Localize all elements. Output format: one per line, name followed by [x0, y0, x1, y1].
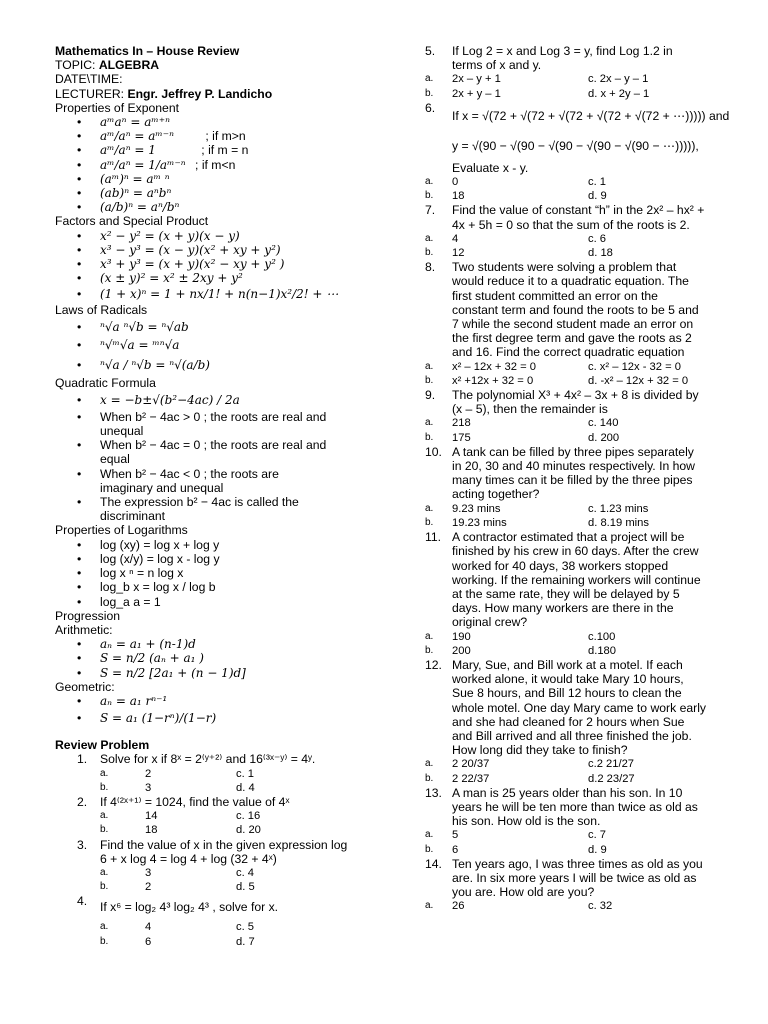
answer-choice: d. 7 [236, 935, 255, 948]
problem-number: 4. [77, 894, 88, 909]
problem-text: the first degree term and gave the roots as 2 [452, 331, 692, 346]
choice-grid [425, 828, 725, 856]
choice-value: 5 [452, 829, 459, 842]
right-problem-list [425, 44, 730, 914]
problem-text: first student committed an error on the [452, 288, 658, 303]
choice-letter: b. [100, 781, 109, 793]
choice-grid [425, 232, 725, 260]
choice-value: 200 [452, 644, 471, 657]
answer-choice: d. 200 [588, 431, 620, 444]
problem-question [425, 857, 725, 900]
problem-text: would reduce it to a quadratic equation. The [452, 274, 689, 289]
discriminant-rule: • When b² − 4ac > 0 ; the roots are real and unequal [55, 410, 330, 438]
choice-letter: b. [425, 247, 434, 259]
answer-choice [100, 781, 236, 795]
problem-text: finished by his crew in 60 days. After the crew [452, 544, 699, 559]
choice-letter: b. [425, 431, 434, 443]
answer-choice: c. 1 [236, 767, 255, 780]
choice-value: 19.23 mins [452, 516, 507, 529]
answer-choice: c. 6 [588, 232, 607, 245]
choice-letter: b. [425, 87, 434, 99]
left-problem-list [55, 752, 415, 948]
problem-number: 6. [425, 100, 436, 115]
choice-value: 18 [452, 190, 465, 203]
problem [55, 894, 415, 948]
answer-choice [100, 866, 236, 880]
problem-text: A tank can be filled by three pipes separately [452, 444, 694, 459]
problem-text: original crew? [452, 615, 528, 630]
choice-letter: b. [425, 843, 434, 855]
arithmetic-rule: • S = n/2 [2a₁ + (n − 1)d] [55, 666, 415, 680]
quadratic-formula: • x = −b±√(b²−4ac) / 2a [55, 390, 415, 410]
problem [425, 786, 725, 857]
problem-text: in 20, 30 and 40 minutes respectively. In how [452, 459, 695, 474]
answer-choice [425, 630, 561, 644]
factor-rule: • x² − y² = (x + y)(x − y) [55, 229, 415, 243]
choice-grid [55, 920, 415, 948]
exponent-rule: • aᵐaⁿ = aᵐ⁺ⁿ [55, 115, 415, 129]
choice-letter: b. [425, 374, 434, 386]
answer-choice [100, 809, 236, 823]
choice-grid [425, 899, 725, 913]
geometric-rule: • aₙ = a₁ rⁿ⁻¹ [55, 694, 415, 708]
answer-choice [425, 843, 561, 857]
radicals-list [55, 318, 415, 376]
problem-text: constant term and found the roots to be 5 and [452, 302, 699, 317]
problem-text: and Bill arrived and all three finished the job. [452, 728, 692, 743]
problem-text: 4x + 5h = 0 so that the sum of the roots is 2. [452, 217, 690, 232]
choice-letter: a. [100, 767, 109, 779]
problem-text: days. How many workers are there in the [452, 601, 674, 616]
choice-value: 14 [145, 810, 158, 823]
choice-letter: a. [425, 73, 434, 85]
choice-letter: b. [100, 824, 109, 836]
problem-text: acting together? [452, 487, 540, 502]
choice-value: 6 [145, 935, 152, 948]
problem-text: and 16. Find the correct quadratic equation [452, 345, 685, 360]
problem [425, 530, 725, 658]
answer-choice [425, 516, 561, 530]
log-rule: • log_b x = log x / log b [55, 580, 415, 594]
choice-value: 2x – y + 1 [452, 73, 501, 86]
choice-value: 0 [452, 176, 459, 189]
arithmetic-rule: • aₙ = a₁ + (n-1)d [55, 637, 415, 651]
log-rule: • log (xy) = log x + log y [55, 538, 415, 552]
problem-question [55, 838, 415, 866]
answer-choice: c. 7 [588, 829, 607, 842]
problem-question [425, 658, 725, 757]
problem-text: working. If the remaining workers will continue [452, 572, 701, 587]
problem-number: 2. [77, 794, 88, 809]
choice-value: 2 20/37 [452, 758, 490, 771]
choice-letter: b. [425, 190, 434, 202]
problem-text: worked alone, it would take Mary 10 hours, [452, 672, 684, 687]
discriminant-rule: • When b² − 4ac = 0 ; the roots are real and equal [55, 438, 330, 466]
exponent-rule: • (ab)ⁿ = aⁿbⁿ [55, 186, 415, 200]
problem-text: you are. How old are you? [452, 885, 595, 900]
problem-text: Find the value of x in the given expression log [100, 837, 348, 852]
problem-text: (x – 5), then the remainder is [452, 402, 608, 417]
exponent-rule: • (a/b)ⁿ = aⁿ/bⁿ [55, 200, 415, 214]
problem [425, 203, 725, 260]
problem [55, 838, 415, 895]
discriminant-rule: • When b² − 4ac < 0 ; the roots are imaginary and unequal [55, 467, 330, 495]
problem [425, 658, 725, 786]
answer-choice: c. 16 [236, 810, 261, 823]
problem-text: and she had cleaned for 2 hours when Sue [452, 714, 685, 729]
geometric-rule: • S = a₁ (1−rⁿ)/(1−r) [55, 708, 415, 728]
answer-choice [425, 374, 561, 388]
problem-text: y = √(90 − √(90 − √(90 − √(90 − √(90 − ⋯))))), [452, 138, 699, 153]
review-heading: Review Problem [55, 738, 150, 753]
problem-text: If 4⁽²ˣ⁺¹⁾ = 1024, find the value of 4ˣ [100, 794, 290, 809]
answer-choice: d. 9 [588, 843, 607, 856]
log-rule: • log_a a = 1 [55, 595, 415, 609]
choice-value: 2 [145, 767, 152, 780]
problem [425, 260, 725, 388]
radical-rule: • ⁿ√ᵐ√a = ᵐⁿ√a [55, 336, 415, 354]
problem [55, 795, 415, 838]
answer-choice: c. 5 [236, 921, 255, 934]
exponent-rule: • aᵐ/aⁿ = 1 ; if m = n [55, 143, 415, 157]
geometric-list [55, 694, 415, 728]
problem-question [425, 388, 725, 416]
choice-letter: b. [425, 644, 434, 656]
quadratic-list [55, 390, 415, 524]
exponent-rule: • aᵐ/aⁿ = 1/aᵐ⁻ⁿ ; if m<n [55, 158, 415, 172]
logs-list [55, 538, 415, 609]
choice-letter: b. [100, 935, 109, 947]
answer-choice [425, 772, 561, 786]
answer-choice [100, 767, 236, 781]
answer-choice: d. 5 [236, 881, 255, 894]
problem [425, 857, 725, 914]
answer-choice: c. x² – 12x - 32 = 0 [588, 360, 681, 373]
document-title: Mathematics In – House Review [55, 44, 240, 58]
answer-choice: c. 1.23 mins [588, 502, 649, 515]
problem-text: How long did they take to finish? [452, 743, 628, 758]
progression-heading: Progression [55, 608, 121, 623]
problem-text: If Log 2 = x and Log 3 = y, find Log 1.2 in [452, 44, 673, 58]
choice-letter: a. [425, 829, 434, 841]
choice-letter: b. [100, 881, 109, 893]
right-column [425, 44, 730, 914]
problem-question [425, 260, 725, 359]
radical-rule: • ⁿ√a / ⁿ√b = ⁿ√(a/b) [55, 354, 415, 376]
problem-question [425, 44, 725, 72]
problem-text: at the same rate, they will be delayed by 5 [452, 586, 680, 601]
factor-rule: • (1 + x)ⁿ = 1 + nx/1! + n(n−1)x²/2! + ⋯ [55, 285, 415, 303]
answer-choice [425, 502, 561, 516]
discriminant-rule: • The expression b² − 4ac is called the discriminant [55, 495, 330, 523]
problem-text: If x⁶ = log₂ 4³ log₂ 4³ , solve for x. [100, 900, 279, 915]
answer-choice [100, 935, 236, 949]
answer-choice: d. -x² – 12x + 32 = 0 [588, 374, 689, 387]
factor-rule: • x³ + y³ = (x + y)(x² − xy + y² ) [55, 257, 415, 271]
problem-text: Solve for x if 8ˣ = 2⁽ʸ⁺²⁾ and 16⁽³ˣ⁻ʸ⁾ = 4ʸ. [100, 752, 316, 767]
choice-value: 218 [452, 417, 471, 430]
answer-choice [425, 72, 561, 86]
choice-grid [425, 416, 725, 444]
exponent-list [55, 115, 415, 214]
answer-choice: d. 8.19 mins [588, 516, 649, 529]
problem [425, 44, 725, 101]
exponent-heading: Properties of Exponent [55, 100, 179, 115]
choice-letter: b. [425, 516, 434, 528]
choice-letter: a. [425, 630, 434, 642]
choice-value: 190 [452, 630, 471, 643]
problem-text: Find the value of constant “h” in the 2x² – hx² + [452, 203, 705, 218]
factor-rule: • x³ − y³ = (x − y)(x² + xy + y²) [55, 243, 415, 257]
left-column [55, 44, 415, 949]
answer-choice: c. 140 [588, 417, 619, 430]
choice-value: 12 [452, 247, 465, 260]
log-rule: • log (x/y) = log x - log y [55, 552, 415, 566]
factors-heading: Factors and Special Product [55, 214, 209, 229]
answer-choice: c. 2x – y – 1 [588, 73, 649, 86]
problem-text: are. In six more years I will be twice as old as [452, 870, 697, 885]
datetime-line: DATE\TIME: [55, 72, 123, 87]
choice-value: 175 [452, 431, 471, 444]
choice-grid [425, 630, 725, 658]
arithmetic-rule: • S = n/2 (aₙ + a₁ ) [55, 651, 415, 665]
exponent-rule: • aᵐ/aⁿ = aᵐ⁻ⁿ ; if m>n [55, 129, 415, 143]
answer-choice: c. 32 [588, 900, 613, 913]
problem-number: 11. [425, 530, 442, 545]
choice-grid [425, 175, 725, 203]
problem-text: If x = √(72 + √(72 + √(72 + √(72 + √(72 + ⋯))))) and [452, 108, 730, 123]
lecturer-line: LECTURER: Engr. Jeffrey P. Landicho [55, 86, 273, 101]
choice-grid [55, 866, 415, 894]
problem-number: 7. [425, 203, 436, 218]
choice-letter: a. [425, 417, 434, 429]
answer-choice [425, 175, 561, 189]
answer-choice [425, 87, 561, 101]
exponent-rule: • (aᵐ)ⁿ = aᵐ ⁿ [55, 172, 415, 186]
answer-choice: c. 4 [236, 866, 255, 879]
answer-choice [425, 360, 561, 374]
answer-choice: d. 4 [236, 781, 255, 794]
choice-value: 3 [145, 781, 152, 794]
answer-choice [100, 920, 236, 934]
problem-text: Two students were solving a problem that [452, 260, 677, 275]
quadratic-heading: Quadratic Formula [55, 375, 156, 390]
answer-choice [425, 416, 561, 430]
problem-number: 9. [425, 388, 436, 403]
answer-choice [425, 644, 561, 658]
problem [425, 445, 725, 530]
choice-grid [425, 72, 725, 100]
problem-question [425, 100, 730, 175]
problem-number: 5. [425, 44, 436, 58]
choice-value: 2x + y – 1 [452, 87, 501, 100]
choice-grid [425, 360, 725, 388]
topic: ALGEBRA [98, 58, 160, 73]
problem-number: 12. [425, 657, 442, 672]
choice-grid [425, 757, 725, 785]
problem [425, 388, 725, 445]
radicals-heading: Laws of Radicals [55, 303, 148, 318]
choice-letter: a. [425, 758, 434, 770]
logs-heading: Properties of Logarithms [55, 523, 188, 538]
problem-question [425, 530, 725, 629]
factors-list [55, 229, 415, 304]
choice-value: 2 22/37 [452, 772, 490, 785]
choice-value: 4 [145, 921, 152, 934]
problem-number: 1. [77, 752, 88, 767]
choice-value: x² – 12x + 32 = 0 [452, 360, 536, 373]
radical-rule: • ⁿ√a ⁿ√b = ⁿ√ab [55, 318, 415, 336]
problem-question [55, 752, 415, 766]
answer-choice: d. 9 [588, 190, 607, 203]
problem-text: many times can it be filled by the three pipes [452, 473, 693, 488]
problem-text: Mary, Sue, and Bill work at a motel. If each [452, 657, 683, 672]
problem-text: terms of x and y. [452, 58, 542, 73]
lecturer: Engr. Jeffrey P. Landicho [127, 86, 273, 101]
choice-grid [55, 809, 415, 837]
choice-letter: a. [100, 810, 109, 822]
problem-text: The polynomial X³ + 4x² – 3x + 8 is divided by [452, 388, 699, 403]
choice-letter: b. [425, 772, 434, 784]
problem-number: 3. [77, 837, 88, 852]
answer-choice: c. 1 [588, 176, 607, 189]
arithmetic-label: Arithmetic: [55, 622, 113, 637]
problem-question [55, 795, 415, 809]
choice-value: 9.23 mins [452, 502, 501, 515]
choice-letter: a. [425, 232, 434, 244]
problem-text: years he will be ten more than twice as old as [452, 799, 698, 814]
answer-choice: d. 18 [588, 247, 613, 260]
choice-grid [55, 767, 415, 795]
choice-value: 6 [452, 843, 459, 856]
choice-value: x² +12x + 32 = 0 [452, 374, 534, 387]
answer-choice [425, 899, 561, 913]
problem-text: A man is 25 years older than his son. In 10 [452, 785, 683, 800]
answer-choice: d.2 23/27 [588, 772, 635, 785]
problem-number: 8. [425, 260, 436, 275]
problem-text: Sue 8 hours, and Bill 12 hours to clean the [452, 686, 682, 701]
answer-choice: c.100 [588, 630, 616, 643]
problem [425, 100, 730, 204]
problem-question [55, 894, 415, 920]
problem-text: A contractor estimated that a project will be [452, 530, 685, 545]
answer-choice [100, 823, 236, 837]
problem-text: worked for 40 days, 38 workers stopped [452, 558, 669, 573]
choice-value: 26 [452, 900, 465, 913]
answer-choice [425, 431, 561, 445]
choice-value: 3 [145, 866, 152, 879]
problem-text: Ten years ago, I was three times as old as you [452, 856, 703, 871]
answer-choice: c.2 21/27 [588, 758, 635, 771]
problem-question [425, 786, 725, 829]
choice-letter: a. [425, 176, 434, 188]
choice-letter: a. [425, 900, 434, 912]
answer-choice [425, 757, 561, 771]
problem-number: 10. [425, 444, 442, 459]
choice-letter: a. [100, 866, 109, 878]
problem [55, 752, 415, 795]
choice-letter: a. [100, 921, 109, 933]
answer-choice: d. 20 [236, 824, 261, 837]
choice-letter: a. [425, 360, 434, 372]
factor-rule: • (x ± y)² = x² ± 2xy + y² [55, 271, 415, 285]
problem-text: whole motel. One day Mary came to work early [452, 700, 707, 715]
choice-value: 2 [145, 881, 152, 894]
choice-grid [425, 502, 725, 530]
answer-choice [425, 232, 561, 246]
geometric-label: Geometric: [55, 679, 115, 694]
answer-choice [100, 880, 236, 894]
answer-choice [425, 189, 561, 203]
topic-line: TOPIC: ALGEBRA [55, 58, 160, 73]
problem-text: 6 + x log 4 = log 4 + log (32 + 4ˣ) [100, 851, 277, 866]
answer-choice: d.180 [588, 644, 616, 657]
problem-number: 14. [425, 856, 442, 871]
choice-value: 4 [452, 232, 459, 245]
problem-question [425, 445, 725, 502]
problem-text: Evaluate x - y. [452, 160, 529, 175]
problem-text: his son. How old is the son. [452, 814, 601, 829]
problem-text: 7 while the second student made an error on [452, 317, 694, 332]
problem-number: 13. [425, 785, 442, 800]
choice-letter: a. [425, 502, 434, 514]
arithmetic-list [55, 637, 415, 680]
answer-choice: d. x + 2y – 1 [588, 87, 650, 100]
choice-value: 18 [145, 824, 158, 837]
problem-question [425, 203, 725, 231]
answer-choice [425, 828, 561, 842]
answer-choice [425, 246, 561, 260]
log-rule: • log x ⁿ = n log x [55, 566, 415, 580]
